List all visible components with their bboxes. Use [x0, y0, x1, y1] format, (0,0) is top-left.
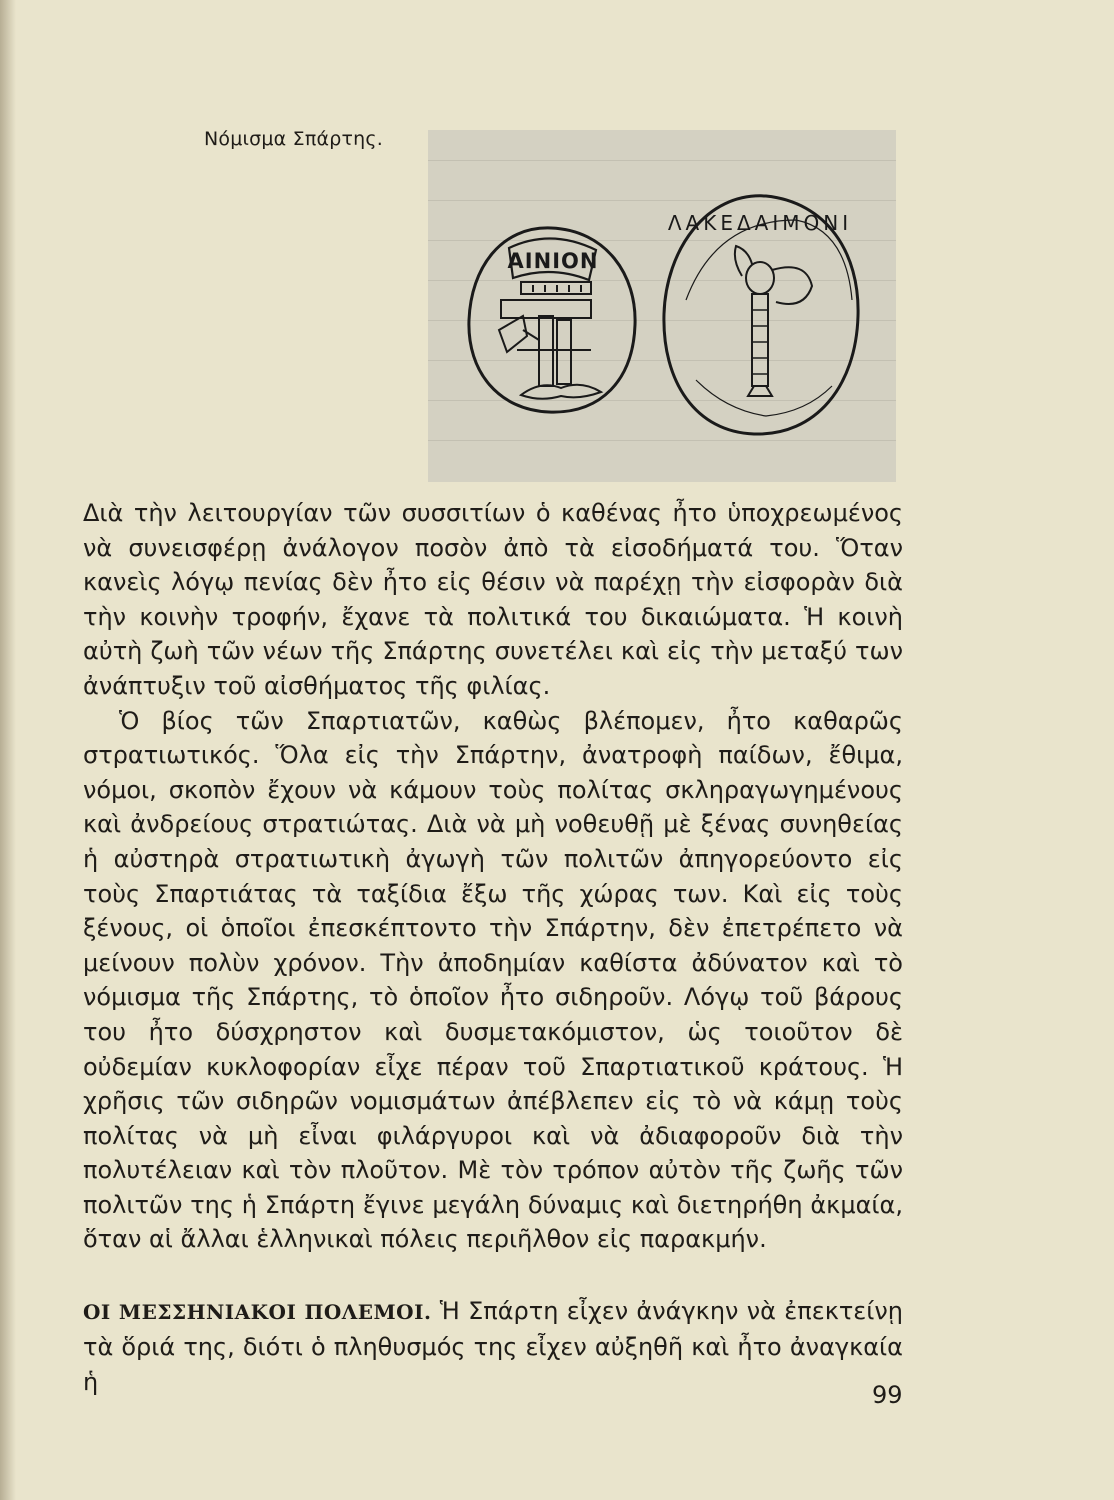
coin-figure: [428, 130, 896, 482]
paragraph: Διὰ τὴν λειτουργίαν τῶν συσσιτίων ὁ καθένας ἦτο ὑποχρεωμένος νὰ συνεισφέρῃ ἀνάλογον ποσὸν ἀπὸ τὰ εἰσοδήματά του. Ὅταν κανεὶς λόγῳ πενίας δὲν ἦτο εἰς θέσιν νὰ παρέχῃ τὴν εἰσφορὰν διὰ τὴν κοινὴν τροφήν, ἔχανε τὰ πολιτικά του δικαιώματα. Ἡ κοινὴ αὐτὴ ζωὴ τῶν νέων τῆς Σπάρτης συνετέλει καὶ εἰς τὴν μεταξύ των ἀνάπτυξιν τοῦ αἰσθήματος τῆς φιλίας.: [83, 499, 903, 700]
page-number: 99: [872, 1381, 903, 1409]
figure-caption: Νόμισμα Σπάρτης.: [204, 128, 383, 150]
section-messenian-wars: [83, 1294, 903, 1400]
body-text: [83, 496, 903, 1257]
coin-front-drawing: [461, 220, 641, 420]
coin-front-legend: ΑΙΝΙΟΝ: [507, 249, 599, 273]
page-left-edge: [0, 0, 16, 1500]
coin-back-legend: ΛΑΚΕΔΑΙΜΟΝΙ: [667, 211, 853, 235]
section-text: Ἡ Σπάρτη εἶχεν ἀνάγκην νὰ ἐπεκτείνῃ τὰ ὅριά της, διότι ὁ πληθυσμός της εἶχεν αὐξηθῆ καὶ ἦτο ἀναγκαία ἡ: [83, 1297, 904, 1396]
coin-back-drawing: [656, 190, 864, 440]
paragraph: Ὁ βίος τῶν Σπαρτιατῶν, καθὼς βλέπομεν, ἦτο καθαρῶς στρατιωτικός. Ὅλα εἰς τὴν Σπάρτην, ἀνατροφὴ παίδων, ἔθιμα, νόμοι, σκοπὸν ἔχουν νὰ κάμουν τοὺς πολίτας σκληραγωγημένους καὶ ἀνδρείους στρατιώτας. Διὰ νὰ μὴ νοθευθῇ μὲ ξένας συνηθείας ἡ αὐστηρὰ στρατιωτικὴ ἀγωγὴ τῶν πολιτῶν ἀπηγορεύοντο εἰς τοὺς Σπαρτιάτας τὰ ταξίδια ἔξω τῆς χώρας των. Καὶ εἰς τοὺς ξένους, οἱ ὁποῖοι ἐπεσκέπτοντο τὴν Σπάρτην, δὲν ἐπετρέπετο νὰ μείνουν πολὺν χρόνον. Τὴν ἀποδημίαν καθίστα ἀδύνατον καὶ τὸ νόμισμα τῆς Σπάρτης, τὸ ὁποῖον ἦτο σιδηροῦν. Λόγῳ τοῦ βάρους του ἦτο δύσχρηστον καὶ δυσμετακόμιστον, ὡς τοιοῦτον δὲ οὐδεμίαν κυκλοφορίαν εἶχε πέραν τοῦ Σπαρτιατικοῦ κράτους. Ἡ χρῆσις τῶν σιδηρῶν νομισμάτων ἀπέβλεπεν εἰς τὸ νὰ κάμῃ τοὺς πολίτας νὰ μὴ εἶναι φιλάργυροι καὶ νὰ ἀδιαφοροῦν διὰ τὴν πολυτέλειαν καὶ τὸν πλοῦτον. Μὲ τὸν τρόπον αὐτὸν τῆς ζωῆς τῶν πολιτῶν της ἡ Σπάρτη ἔγινε μεγάλη δύναμις καὶ διετηρήθη ἀκμαία, ὅταν αἱ ἄλλαι ἑλληνικαὶ πόλεις περιῆλθον εἰς παρακμήν.: [83, 706, 903, 1254]
section-heading: ΟΙ ΜΕΣΣΗΝΙΑΚΟΙ ΠΟΛΕΜΟΙ.: [83, 1300, 432, 1324]
